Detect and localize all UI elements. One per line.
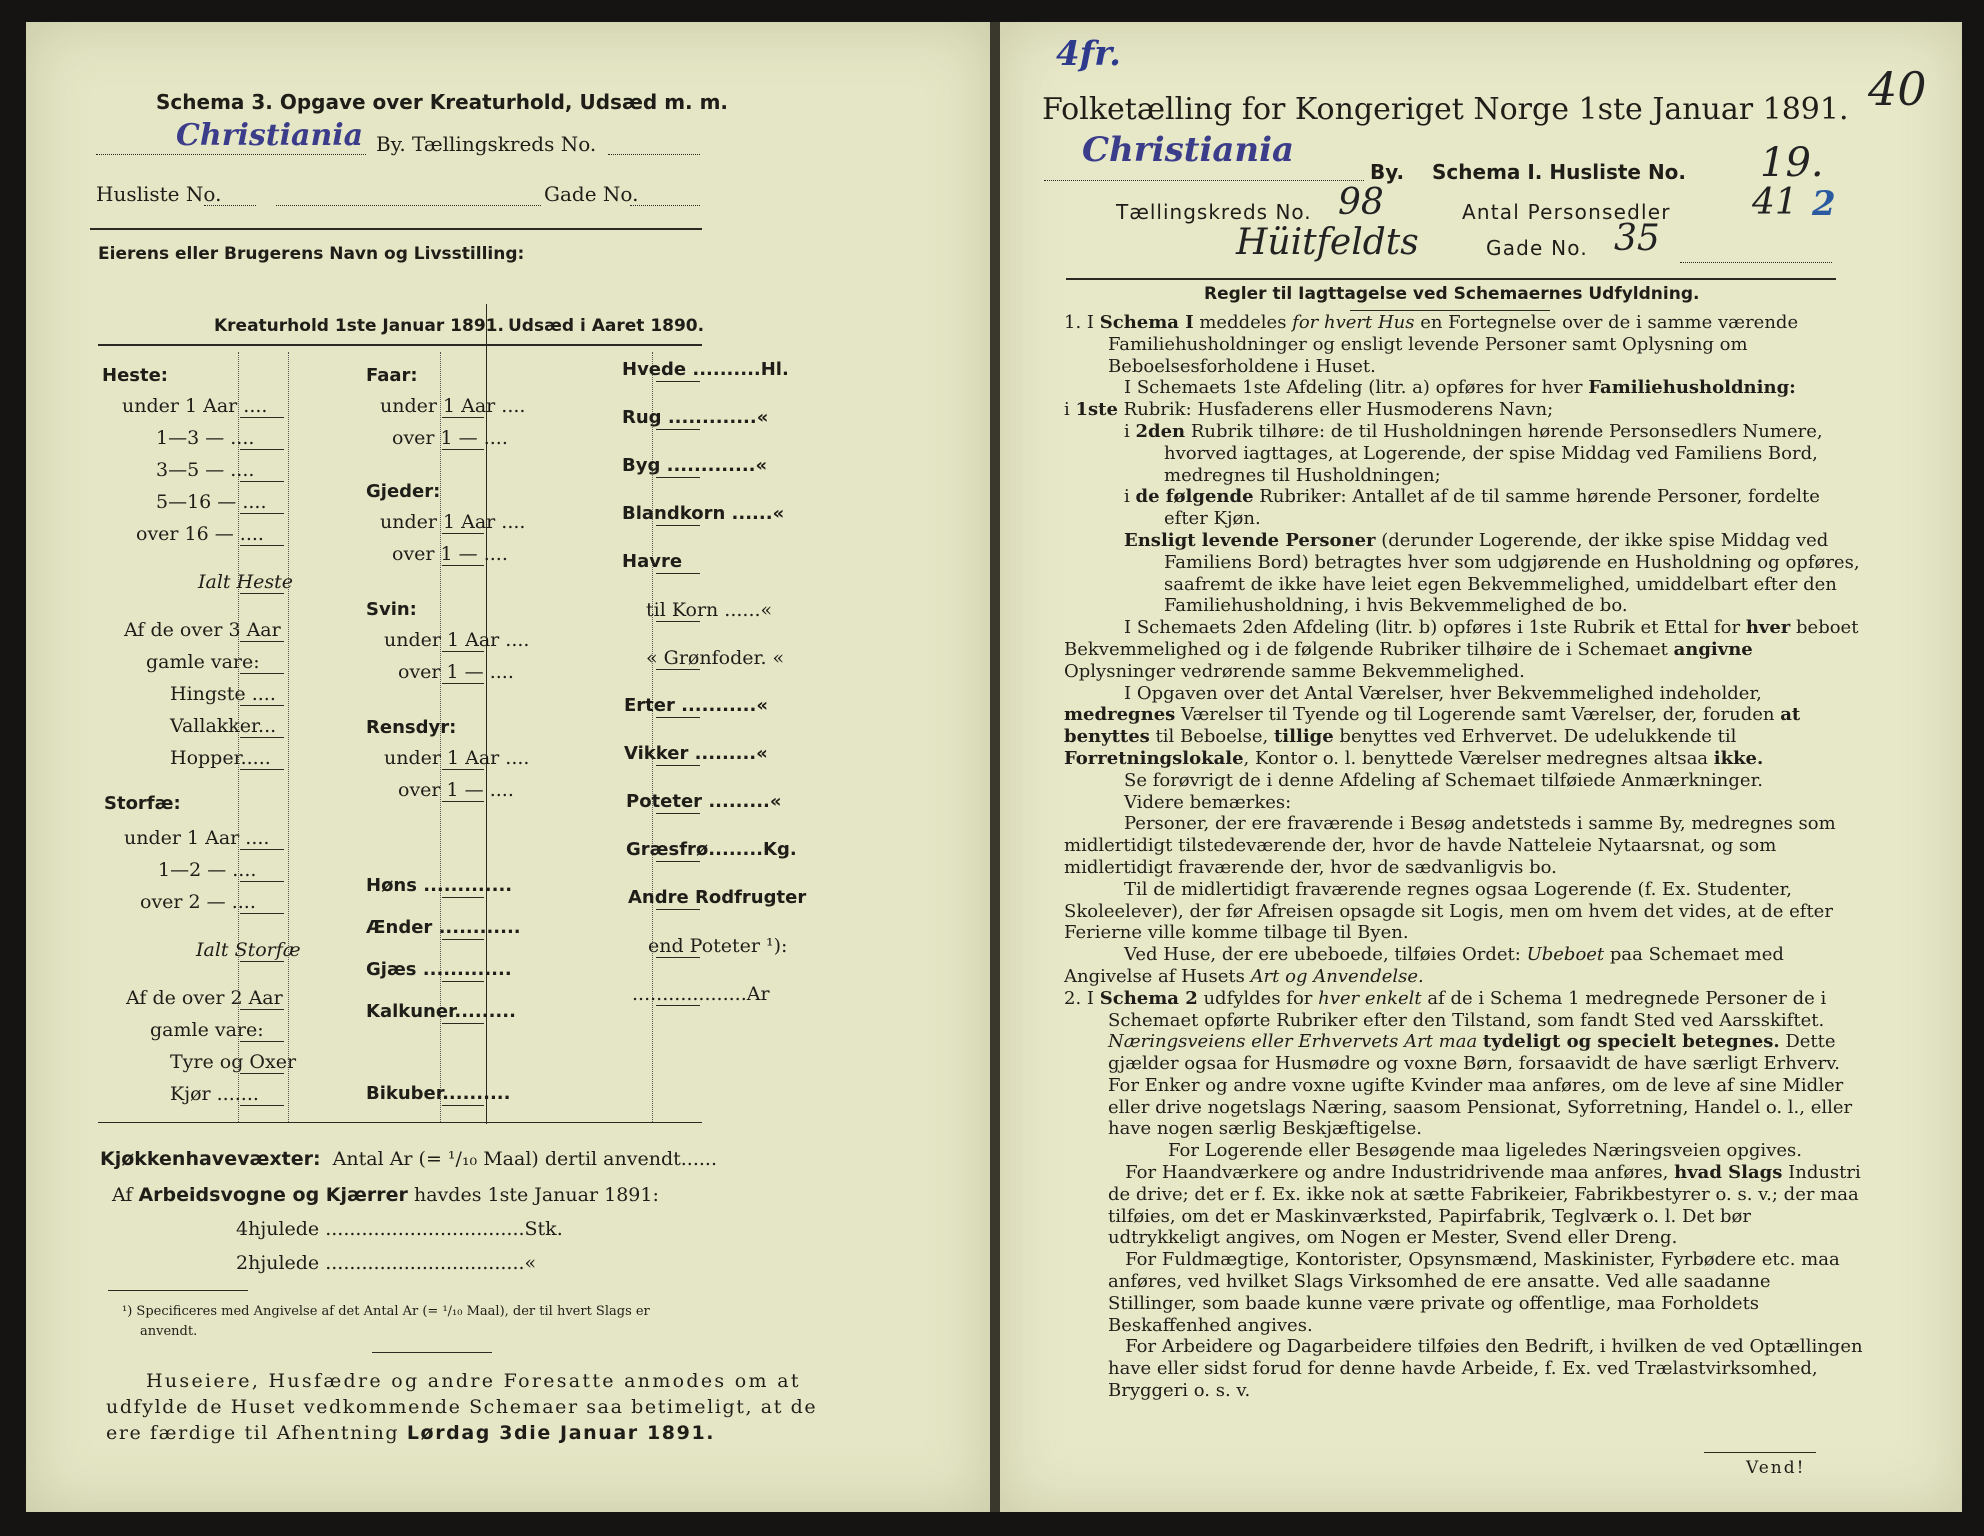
col1-entry-line [240,705,284,706]
col3-entry-line [656,765,700,766]
col1-entry-line [240,1009,284,1010]
by-label-right: By. [1370,160,1405,184]
husliste-value: 19. [1760,140,1824,186]
col3-entry: Poteter .........« [626,791,782,812]
col1-entry: Kjør ....... [170,1083,259,1105]
col2-entry-line [442,651,484,652]
rule-paragraph: i de følgende Rubriker: Antallet af de til samme hørende Personer, fordelte efter Kjøn. [1124,486,1820,530]
col2-entry-line [442,981,484,982]
col1-entry-line [240,449,284,450]
col1-entry-line [240,961,284,962]
col3-entry: Græsfrø........Kg. [626,839,797,860]
city-line-right [1044,180,1364,181]
col2-entry: over 1 — .... [398,779,514,801]
col2-entry-line [442,533,484,534]
col2-entry: over 1 — .... [392,427,508,449]
book-spine [990,22,1000,1512]
closing-line-2: udfylde de Huset vedkommende Schemaer saa betimeligt, at de [106,1396,818,1418]
footnote-line-2: anvendt. [140,1324,198,1339]
kreds-value: 98 [1338,182,1384,223]
col3-entry-line [656,477,700,478]
col3-entry: end Poteter ¹): [648,935,788,957]
table-top-rule [98,344,702,346]
col1-entry: Vallakker... [170,715,277,737]
col3-entry: ...................Ar [632,983,770,1005]
col3-entry: Andre Rodfrugter [628,887,807,908]
rule-paragraph: I Opgaven over det Antal Værelser, hver Bekvemmelighed indeholder, medregnes Værelser til Tyende og til Logerende samt Værelser, der, foruden at benyttes til Beboelse, tillige benyttes ved Erhvervet. De udelukkende til Forretningslokale, Kontor o. l. benyttede Værelser medregnes altsaa ikke. [1064,682,1801,769]
rule-paragraph: For Fuldmægtige, Kontorister, Opsynsmænd, Maskinister, Fyrbødere etc. maa anføres, ved hvilket Slags Virksomhed de ere ansatte. Ved alle saadanne Stillinger, som baade kunne være private og offentlige, maa Forholdets Beskaffenhed angives. [1108,1249,1840,1336]
rules-title-rule [1350,310,1550,311]
col3-entry-line [656,957,700,958]
col3-entry-line [656,381,700,382]
closing-rule [372,1352,492,1353]
wheel4-line: 4hjulede .................................Stk. [236,1218,563,1240]
col1-entry-line [240,641,284,642]
col2-entry-line [442,939,484,940]
col2-entry-line [442,769,484,770]
rule-paragraph: For Haandværkere og andre Industridrivende maa anføres, hvad Slags Industri de drive; det er f. Ex. ikke nok at sætte Fabrikeier, Fabrikbestyrer o. s. v.; der maa tilføies, om det er Maskinværksted, Papirfabrik, Teglværk o. l. Det bør udtrykkeligt angives, om Nogen er Mester, Svend eller Dreng. [1108,1162,1861,1249]
col1-entry: Ialt Heste [198,571,294,593]
kitchen-label: Kjøkkenhavevæxter: [100,1148,321,1170]
personsedler-extra: 2 [1812,184,1836,224]
city-handwritten-right: Christiania [1082,130,1295,170]
col3-entry: til Korn ......« [646,599,773,621]
by-label: By. Tællingskreds No. [376,132,597,156]
wheel2-line: 2hjulede .................................« [236,1252,537,1274]
col2-entry: under 1 Aar .... [380,511,526,533]
col1-entry-line [240,513,284,514]
col1-entry: Hingste .... [170,683,276,705]
footnote-rule [108,1290,248,1291]
col1-entry: over 16 — .... [136,523,264,545]
col2-entry-line [442,449,484,450]
right-page [1000,22,1962,1512]
rule-paragraph: Videre bemærkes: [1124,791,1292,813]
wagons-bold: Arbeidsvogne og Kjærrer [138,1184,408,1206]
seed-header: Udsæd i Aaret 1890. [508,316,705,336]
corner-note-handwritten: 4fr. [1056,34,1121,74]
rule-paragraph: For Arbeidere og Dagarbeidere tilføies den Bedrift, i hvilken de ved Optællingen have eller sidst forud for denne havde Arbeide, f. Ex. ved Trælastvirksomhed, Bryggeri o. s. v. [1108,1336,1863,1402]
city-line [96,154,366,155]
col1-entry-line [240,913,284,914]
col1-entry: gamle vare: [150,1019,264,1041]
closing-date: Lørdag 3die Januar 1891. [406,1422,716,1444]
gade-label: Gade No. [544,182,639,206]
col1-entry-line [240,1041,284,1042]
gade-label-right: Gade No. [1486,236,1588,260]
census-title: Folketælling for Kongeriget Norge 1ste Januar 1891. [1042,92,1849,127]
rule-paragraph: Personer, der ere fraværende i Besøg andetsteds i samme By, medregnes som midlertidigt tilstedeværende der, hvor de havde Natteleie Nytaarsnat, og som midlertidigt fraværende der, hvor de sædvanligvis bo. [1064,813,1836,878]
col1-entry: under 1 Aar .... [124,827,270,849]
col1-entry: 3—5 — .... [156,459,255,481]
col2-entry-line [442,1105,484,1106]
header-rule [90,228,702,230]
col1-entry-line [240,1105,284,1106]
col3-entry-line [656,525,700,526]
col3-entry: Rug .............« [622,407,769,428]
wagons-pre: Af [112,1184,133,1206]
rules-text [1064,312,1864,1402]
col1-entry-line [240,593,284,594]
col1-entry: 5—16 — .... [156,491,267,513]
rules-title: Regler til Iagttagelse ved Schemaernes Udfyldning. [1204,284,1700,304]
col3-entry-line [656,717,700,718]
left-page [26,22,990,1512]
col1-entry: Af de over 2 Aar [126,987,283,1009]
gade-line [630,205,700,206]
col1-entry: over 2 — .... [140,891,256,913]
col3-entry: Vikker .........« [624,743,768,764]
kitchen-line [100,1148,717,1170]
husliste-label: Husliste No. [96,182,222,206]
kreds-line [608,154,700,155]
col2-entry: Svin: [366,599,417,620]
closing-line-1: Huseiere, Husfædre og andre Foresatte anmodes om at [146,1370,801,1392]
col2-entry: Gjeder: [366,481,441,502]
schema-1-label: Schema I. Husliste No. [1432,160,1687,184]
col1-entry-line [240,849,284,850]
col2-entry: Faar: [366,365,418,386]
personsedler-label: Antal Personsedler [1462,200,1671,224]
col1-entry-line [240,881,284,882]
col3-entry: Byg .............« [622,455,768,476]
col2-entry: over 1 — .... [398,661,514,683]
col1-entry: under 1 Aar .... [122,395,268,417]
col3-entry-line [656,621,700,622]
col1-entry-line [240,481,284,482]
col2-entry-line [442,897,484,898]
col2-entry: Rensdyr: [366,717,457,738]
header-rule-right [1066,278,1836,280]
col3-entry-line [656,429,700,430]
closing-text: ere færdige til Afhentning [106,1422,400,1444]
rule-paragraph: Se forøvrigt de i denne Afdeling af Schemaet tilføiede Anmærkninger. [1124,769,1763,791]
rule-paragraph: 2. I Schema 2 udfyldes for hver enkelt af de i Schema 1 medregnede Personer de i Schemaet opførte Rubriker efter den Tilstand, som fandt Sted ved Aarsskiftet. [1064,987,1827,1031]
wagons-post: havdes 1ste Januar 1891: [413,1184,659,1206]
col2-entry: under 1 Aar .... [380,395,526,417]
col2-entry: Kalkuner......... [366,1001,516,1022]
col2-entry: over 1 — .... [392,543,508,565]
rule-paragraph: Næringsveiens eller Erhvervets Art maa tydeligt og specielt betegnes. Dette gjælder ogsaa for Husmødre og voxne Børn, forsaavidt de have særligt Erhverv. For Enker og andre voxne ugifte Kvinder maa anføres, om de leve af sine Midler eller drive nogetslags Næring, saasom Pensionat, Syforretning, Handel o. l., eller have nogen særlig Beskjæftigelse. [1108,1031,1853,1140]
col2-entry-line [442,801,484,802]
col2-entry: Gjæs ............. [366,959,512,980]
col3-entry-line [656,669,700,670]
col1-entry: 1—2 — .... [158,859,257,881]
col3-entry: « Grønfoder. « [646,647,785,669]
col1-entry-line [240,417,284,418]
footnote-line-1: ¹) Specificeres med Angivelse af det Antal Ar (= ¹/₁₀ Maal), der til hvert Slags er [122,1304,650,1319]
col2-entry: Ænder ............ [366,917,521,938]
col1-entry: Af de over 3 Aar [124,619,281,641]
rule-paragraph: i 1ste Rubrik: Husfaderens eller Husmoderens Navn; [1064,399,1554,421]
kreds-label-right: Tællingskreds No. [1116,200,1312,224]
col2-entry-line [442,417,484,418]
kitchen-text: Antal Ar (= ¹/₁₀ Maal) dertil anvendt...... [332,1148,717,1170]
col3-entry: Erter ...........« [624,695,768,716]
vend-label: Vend! [1746,1458,1806,1478]
col1-entry: gamle vare: [146,651,260,673]
street-line [276,205,541,206]
col1-entry: Storfæ: [104,793,181,814]
gade-line-right [1680,262,1832,263]
col1-entry: Hopper..... [170,747,271,769]
col1-entry-line [240,673,284,674]
rule-paragraph: Ensligt levende Personer (derunder Logerende, der ikke spise Middag ved Familiens Bord) betragtes hver som udgjørende en Husholdning og opføres, saafremt de ikke have leiet egen Bekvemmelighed, umiddelbart efter den Familiehusholdning, i hvis Bekvemmelighed de bo. [1124,529,1860,617]
col1-entry: Heste: [102,365,168,386]
city-handwritten: Christiania [176,118,364,153]
col2-entry: Bikuber.......... [366,1083,511,1104]
col1-entry-line [240,545,284,546]
col1-entry-line [240,1073,284,1074]
col2-entry: Høns ............. [366,875,513,896]
col2-entry-line [442,683,484,684]
rule-paragraph: Ved Huse, der ere ubeboede, tilføies Ordet: Ubeboet paa Schemaet med Angivelse af Husets Art og Anvendelse. [1064,944,1784,987]
rule-paragraph: Til de midlertidigt fraværende regnes ogsaa Logerende (f. Ex. Studenter, Skoleelever), der før Afreisen opsagde sit Logis, men om hvem det vides, at de efter Ferierne ville komme tilbage til Byen. [1064,878,1833,944]
col3-entry-line [656,573,700,574]
col3-entry-line [656,861,700,862]
street-handwritten: Hüitfeldts [1236,222,1419,263]
col1-entry-line [240,769,284,770]
rule-paragraph: 1. I Schema I meddeles for hvert Hus en Fortegnelse over de i samme værende Familiehusholdninger og ensligt levende Personer samt Oplysning om Beboelsesforholdene i Huset. [1064,312,1799,377]
wagons-line [112,1184,659,1206]
rule-paragraph: I Schemaets 1ste Afdeling (litr. a) opføres for hver Familiehusholdning: [1124,377,1796,399]
col2-entry-line [442,565,484,566]
vend-rule [1704,1452,1816,1453]
rule-paragraph: i 2den Rubrik tilhøre: de til Husholdningen hørende Personsedlers Numere, hvorved iagttages, at Logerende, der spise Middag ved Familiens Bord, medregnes til Husholdningen; [1124,420,1823,486]
col3-entry: Blandkorn ......« [622,503,785,524]
owner-label: Eierens eller Brugerens Navn og Livsstilling: [98,244,525,264]
col1-entry: 1—3 — .... [156,427,255,449]
col3-entry: Havre [622,551,683,572]
col2-entry: under 1 Aar .... [384,629,530,651]
col3-entry-line [656,1005,700,1006]
col3-entry-line [656,813,700,814]
col3-entry-line [656,909,700,910]
rule-paragraph: For Logerende eller Besøgende maa ligeledes Næringsveien opgives. [1168,1140,1802,1162]
closing-line-3 [106,1422,715,1444]
rule-paragraph: I Schemaets 2den Afdeling (litr. b) opføres i 1ste Rubrik et Ettal for hver beboet Bekvemmelighed og i de følgende Rubriker tilhøire de i Schemaet angivne Oplysninger vedrørende samme Bekvemmelighed. [1064,617,1859,682]
schema-3-title: Schema 3. Opgave over Kreaturhold, Udsæd m. m. [156,90,729,114]
gade-value: 35 [1614,218,1660,259]
col3-entry: Hvede ..........Hl. [622,359,789,380]
col2-entry-line [442,1023,484,1024]
livestock-header: Kreaturhold 1ste Januar 1891. [214,316,504,336]
col1-entry: Tyre og Oxer [170,1051,297,1073]
table-bottom-rule [98,1122,702,1123]
col2-entry: under 1 Aar .... [384,747,530,769]
col1-entry-line [240,737,284,738]
husliste-line [204,205,256,206]
page-number-handwritten: 40 [1868,62,1927,116]
col1-entry: Ialt Storfæ [196,939,301,961]
personsedler-value: 41 [1752,182,1798,223]
col1b-line [288,352,289,1122]
